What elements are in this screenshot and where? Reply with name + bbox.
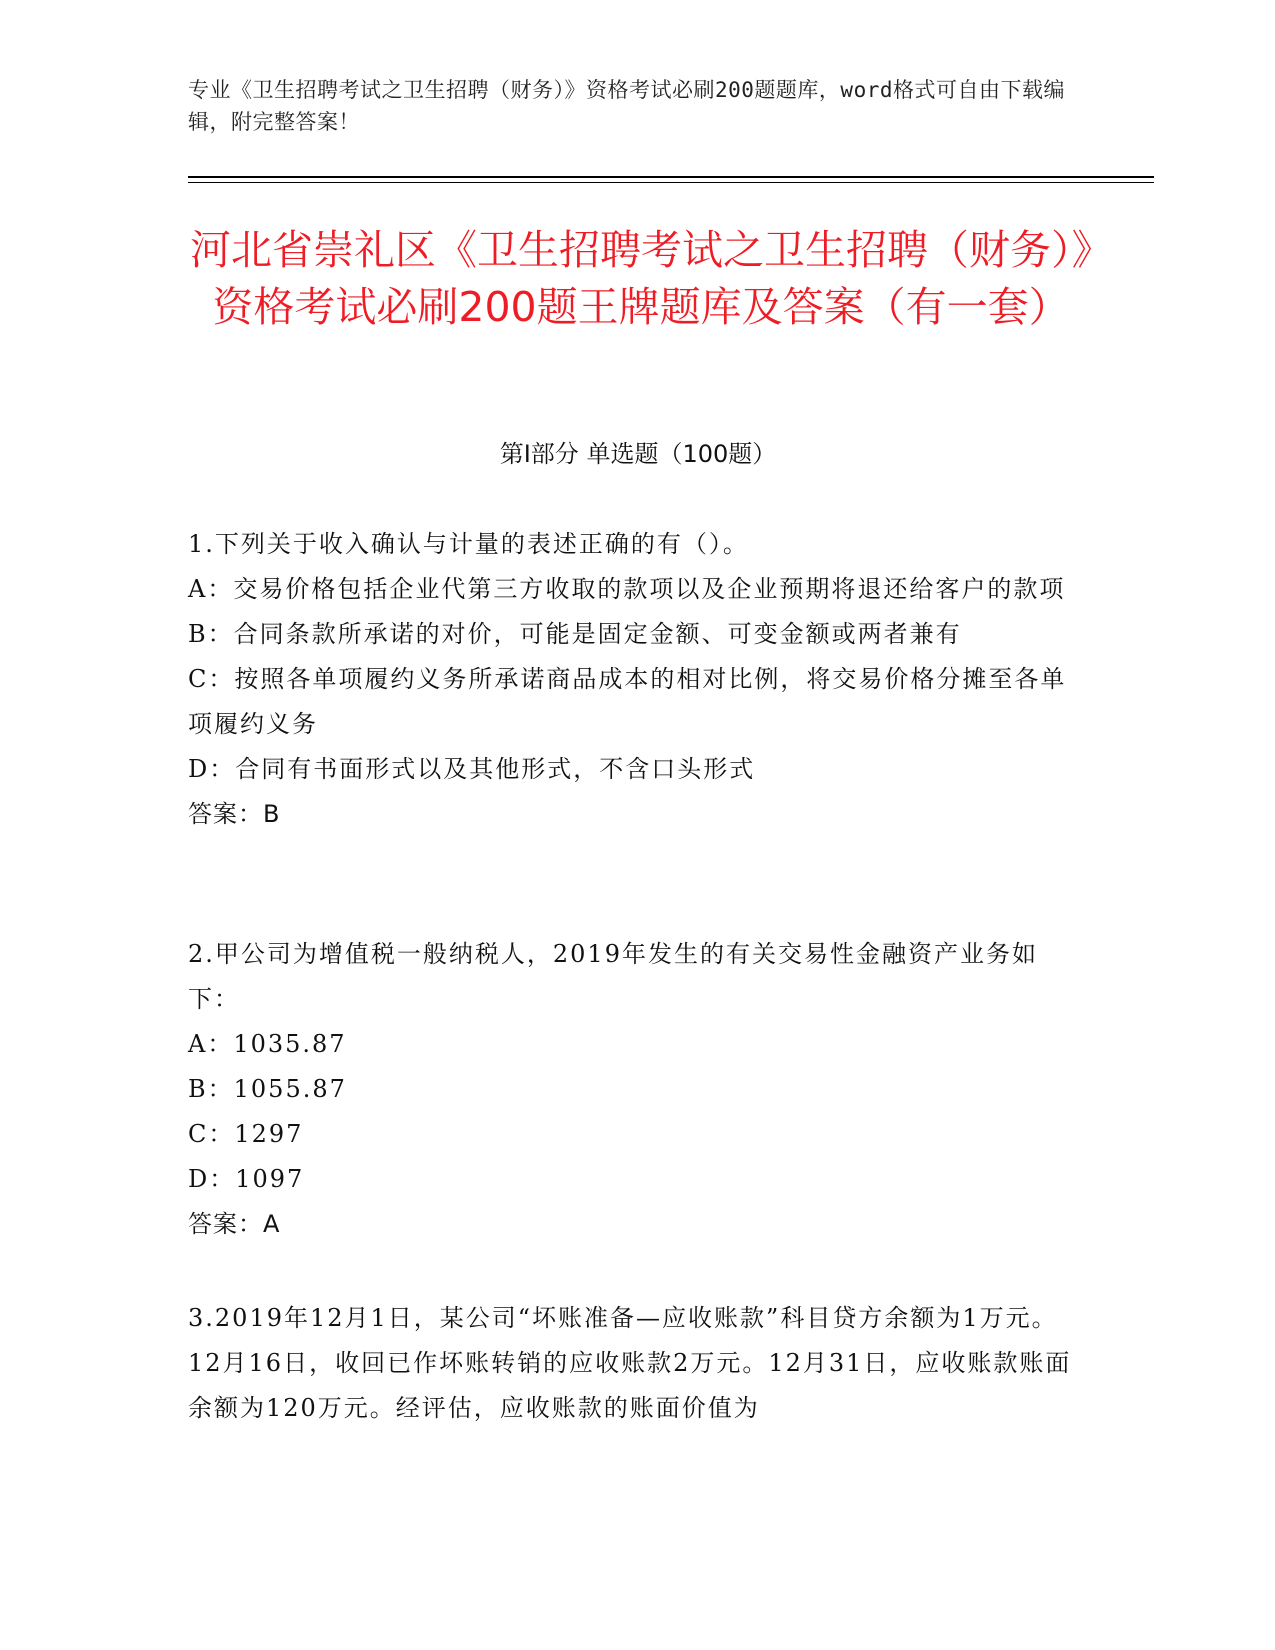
option-c: C：1297	[188, 1120, 304, 1148]
question-stem: 3.2019年12月1日，某公司“坏账准备—应收账款”科目贷方余额为1万元。12月16日，收回已作坏账转销的应收账款2万元。12月31日，应收账款账面余额为120万元。经评估，应收账款的账面价值为	[188, 1304, 1072, 1422]
header-divider-thin	[188, 182, 1154, 183]
answer-label: 答案：A	[188, 1210, 281, 1238]
document-title: 河北省崇礼区《卫生招聘考试之卫生招聘（财务）》资格考试必刷200题王牌题库及答案（有一套）	[190, 226, 1092, 331]
header-divider-thick	[188, 176, 1154, 178]
question-3	[188, 1296, 1088, 1431]
question-2	[188, 932, 1088, 1247]
option-d: D：1097	[188, 1165, 305, 1193]
question-stem: 2.甲公司为增值税一般纳税人，2019年发生的有关交易性金融资产业务如下：	[188, 940, 1038, 1013]
question-stem: 1.下列关于收入确认与计量的表述正确的有（）。	[188, 530, 749, 558]
option-a: A：交易价格包括企业代第三方收取的款项以及企业预期将退还给客户的款项	[188, 575, 1066, 603]
question-1	[188, 522, 1088, 837]
option-c: C：按照各单项履约义务所承诺商品成本的相对比例，将交易价格分摊至各单项履约义务	[188, 665, 1067, 738]
option-d: D：合同有书面形式以及其他形式，不含口头形式	[188, 755, 756, 783]
option-a: A：1035.87	[188, 1030, 347, 1058]
option-b: B：合同条款所承诺的对价，可能是固定金额、可变金额或两者兼有	[188, 620, 962, 648]
section-heading: 第I部分 单选题（100题）	[499, 440, 777, 468]
option-b: B：1055.87	[188, 1075, 347, 1103]
header-note: 专业《卫生招聘考试之卫生招聘（财务）》资格考试必刷200题题库，word格式可自由下载编辑，附完整答案！	[188, 78, 1065, 134]
answer-label: 答案：B	[188, 800, 281, 828]
